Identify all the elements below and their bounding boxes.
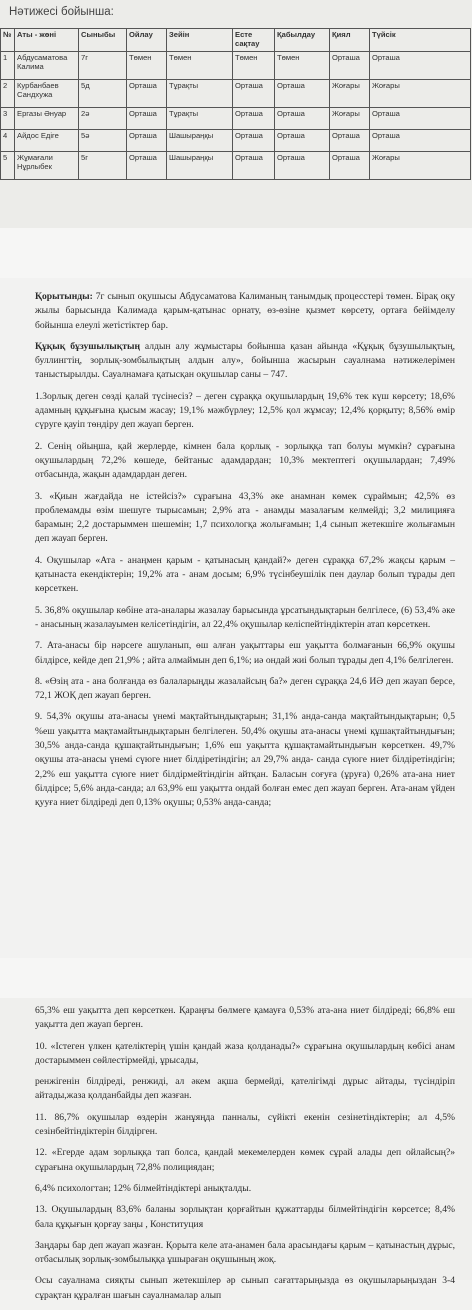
answer-11: 11. 86,7% оқушылар өздерін жанұяңда панналы, сүйікті екенін сезінетіндіктерін; ал 4,5% сезінбейтіндіктерін білдірген. xyxy=(35,1111,455,1138)
cell-attention: Тұрақты xyxy=(167,108,233,130)
cell-number: 1 xyxy=(1,52,15,80)
page-gap xyxy=(0,958,472,998)
answer-12: 12. «Егерде адам зорлыққа тап болса, қандай мекемелерден көмек сұрай алады деп ойлайсың?» сұрағына оқушылардың 72,8% полициядан; xyxy=(35,1147,455,1173)
cell-number: 4 xyxy=(1,130,15,152)
cell-name: Курбанбаев Сандхужа xyxy=(15,80,79,108)
col-header-number: № xyxy=(1,29,15,52)
cell-imagination: Жоғары xyxy=(330,108,370,130)
col-header-imagination: Қиял xyxy=(330,29,370,52)
cell-name: Ергазы Әнуар xyxy=(15,108,79,130)
table-row xyxy=(1,52,471,80)
answer-7: 7. Ата-анасы бір нәрсеге ашуланып, өш алған уақыттары еш уақытта болмағанын 66,9% оқушы білдірсе, кейде деп 21,9% ; айта алмаймын деп 6,1%; иә ондай жиі болып тұрады деп 4,1% белгілеген. xyxy=(35,640,455,666)
cell-name: Абдусаматова Калима xyxy=(15,52,79,80)
cell-perception: Төмен xyxy=(275,52,330,80)
cell-thinking: Орташа xyxy=(127,80,167,108)
cell-sensation: Орташа xyxy=(370,130,471,152)
cell-class: 2ә xyxy=(79,108,127,130)
intro-text: алдын алу жұмыстары бойынша қазан айында «Құқық бұзушылықтың, буллингтің, зорлық-зомбылықтың алдын алу», бойынша жасырын сауалнама нәтижелерімен таныстырылды. Сауалнамаға қатысқан оқушылар саны – 747. xyxy=(35,340,455,381)
results-table-section xyxy=(0,0,472,228)
conclusion-label: Қорытынды: xyxy=(35,291,93,302)
cell-attention: Төмен xyxy=(167,52,233,80)
answer-10: 10. «Істеген үлкен қателіктерің үшін қандай жаза қолданады?» сұрағына оқушылардың көбісі анам достарыммен сөйлестірмейді, ұрысады, xyxy=(35,1040,455,1066)
cell-class: 5ә xyxy=(79,130,127,152)
cell-class: 5д xyxy=(79,80,127,108)
cell-perception: Орташа xyxy=(275,130,330,152)
cell-memory: Төмен xyxy=(233,52,275,80)
answer-13-continued: Заңдары бар деп жауап жазған. Қорыта келе ата-анамен бала арасындағы қарым – қатынастың дұрыс, отбасылық зорлық-зомбылыққа ұшыраған оқушының жоқ. xyxy=(35,1239,455,1266)
answer-9-continued: 65,3% еш уақытта деп көрсеткен. Қараңғы бөлмеге қамауға 0,53% ата-ана ниет білдіреді; 66,8% еш уақытта деп жауап берген. xyxy=(35,1005,455,1031)
col-header-memory: Есте сақтау xyxy=(233,29,275,52)
cell-imagination: Орташа xyxy=(330,52,370,80)
cell-name: Жұмағали Нұрлыбек xyxy=(15,152,79,180)
survey-text-block xyxy=(35,290,455,818)
cell-sensation: Жоғары xyxy=(370,152,471,180)
cell-memory: Орташа xyxy=(233,130,275,152)
col-header-perception: Қабылдау xyxy=(275,29,330,52)
answer-4: 4. Оқушылар «Ата - анаңмен қарым - қатынасың қандай?» деген сұраққа 67,2% жақсы қарым – қатынаста екендіктерін; 19,2% ата - анам досым; 6,9% түсінбеушілік пен даулар болып тұрады деп көрсеткен. xyxy=(35,554,455,595)
cell-class: 5г xyxy=(79,152,127,180)
results-heading: Нәтижесі бойынша: xyxy=(9,6,114,18)
cell-attention: Шашыраңқы xyxy=(167,152,233,180)
table-row xyxy=(1,80,471,108)
col-header-name: Аты - жөні xyxy=(15,29,79,52)
cell-perception: Орташа xyxy=(275,108,330,130)
cell-thinking: Орташа xyxy=(127,130,167,152)
intro-label: Құқық бұзушылықтың xyxy=(35,340,140,352)
cell-number: 3 xyxy=(1,108,15,130)
cell-perception: Орташа xyxy=(275,152,330,180)
conclusion-text: 7г сынып оқушысы Абдусаматова Калиманың танымдық процесстері төмен. Бірақ оқу жылы барысында Калимада қарым-қатынас орнату, өз-өзіне қызмет көрсету, ортаға бейімделу бойынша елеулі жетістіктер бар. xyxy=(35,291,455,331)
cell-imagination: Орташа xyxy=(330,130,370,152)
table-row xyxy=(1,108,471,130)
cell-sensation: Орташа xyxy=(370,108,471,130)
col-header-thinking: Ойлау xyxy=(127,29,167,52)
cell-imagination: Жоғары xyxy=(330,80,370,108)
intro-paragraph xyxy=(35,340,455,383)
cell-number: 5 xyxy=(1,152,15,180)
cell-attention: Тұрақты xyxy=(167,80,233,108)
survey-text-block-continued xyxy=(35,1004,455,1310)
col-header-class: Сыныбы xyxy=(79,29,127,52)
cell-attention: Шашыраңқы xyxy=(167,130,233,152)
cell-thinking: Орташа xyxy=(127,152,167,180)
cell-sensation: Жоғары xyxy=(370,80,471,108)
cell-imagination: Орташа xyxy=(330,152,370,180)
table-row xyxy=(1,152,471,180)
answer-10-continued: ренжігенін білдіреді, ренжиді, ал әкем ақша бермейді, қателігімді дұрыс айтады, түсіндіріп айтады,жаза қолданбайды деп жазған. xyxy=(35,1076,455,1102)
cell-class: 7г xyxy=(79,52,127,80)
answer-12-continued: 6,4% психологтан; 12% білмейтіндіктері анықталды. xyxy=(35,1182,252,1194)
results-table xyxy=(0,28,471,180)
answer-9: 9. 54,3% оқушы ата-анасы үнемі мақтайтындықтарын; 31,1% анда-санда мақтайтындықтарын; 0,5 %еш уақытта мақтамайтындықтарын белгілеген. 50,4% оқушы ата-анасы үнемі құшақтайтындығын; 30,5% анда-санда құшақтайтындығын; 1,6% еш уақытта құшақтамайтындығын көрсеткен. 49,7% оқушы ата-анасы үнемі сүюге ниет білдіретіндігін; ал 29,7% анда- санда сүюге ниет білдіретіндігін; 2,2% еш уақытта сүюге ниет білдірмейтіндігін айтқан. Баласын соғуға (ұруға) 0,26% ата-ана ниет білдірсе; 5,6% анда-санда; ал 63,9% еш уақытта ондай болған емес деп жауап берген. Ата-анам үйден қууға ниет білдіреді деп 0,13% оқушы; 0,53% анда-санда; xyxy=(35,711,455,809)
answer-13: 13. Оқушылардың 83,6% баланы зорлықтан қорғайтын құжаттарды білмейтіндігін көрсетсе; 8,4% бала құқығын қорғау заңы , Конституция xyxy=(35,1204,455,1230)
answer-5: 5. 36,8% оқушылар көбіне ата-аналары жазалау барысында ұрсатындықтарын белгілесе, (6) 53,4% әке - анасының жазалауымен келісетіндігін, ал 22,4% оқушылар келіспейтіндіктерін атап көрсеткен. xyxy=(35,604,455,630)
col-header-attention: Зейін xyxy=(167,29,233,52)
cell-number: 2 xyxy=(1,80,15,108)
cell-perception: Орташа xyxy=(275,80,330,108)
cell-memory: Орташа xyxy=(233,80,275,108)
answer-1: 1.Зорлық деген сөзді қалай түсінесіз? – деген сұраққа оқушылардың 19,6% тек күш көрсету; 18,6% адамның құқығына қысым жасау; 19,1% мәжбүрлеу; 12,5% қол жұмсау; 12,4% қорқыту; 8,56% өмір сүруге қауіп төндіру деп жауап берген. xyxy=(35,390,455,431)
cell-name: Айдос Едіге xyxy=(15,130,79,152)
closing-paragraph: Осы сауалнама сияқты сынып жетекшілер әр сынып сағаттарыңызда өз оқушыларыңыздан 3-4 сұрақтан құралған шағын сауалнамалар алып xyxy=(35,1275,455,1301)
cell-memory: Орташа xyxy=(233,108,275,130)
answer-2: 2. Сенің ойыңша, қай жерлерде, кімнен бала қорлық - зорлыққа тап болуы мүмкін? сұрағына оқушылардың 72,2% көшеде, бейтаныс адамдардан; 10,3% мектептегі оқушылардан; 7,49% отбасында, жақын адамдардан деген. xyxy=(35,440,455,481)
table-row xyxy=(1,130,471,152)
conclusion-paragraph xyxy=(35,290,455,333)
answer-8: 8. «Өзің ата - ана болғанда өз балаларыңды жазалайсың ба?» деген сұраққа 24,6 ИӘ деп жауап берсе, 72,1 ЖОҚ деп жауап берген. xyxy=(35,675,455,702)
cell-thinking: Төмен xyxy=(127,52,167,80)
answer-3: 3. «Қиын жағдайда не істейсіз?» сұрағына 43,3% әке анамнан көмек сұраймын; 42,5% өз проблемамды өзім шешуге тырысамын; 2,9% ата - анамды мазалағым келмейді; 3,2 милицияға барамын; 2,2 достарыммен шешемін; 1,7 психологқа жолығамын; 1,4 сынып жетекшіге жолығамын деп жауап берген. xyxy=(35,490,455,545)
cell-sensation: Орташа xyxy=(370,52,471,80)
cell-memory: Орташа xyxy=(233,152,275,180)
col-header-sensation: Түйсік xyxy=(370,29,471,52)
table-header-row xyxy=(1,29,471,52)
page-gap xyxy=(0,228,472,278)
cell-thinking: Орташа xyxy=(127,108,167,130)
